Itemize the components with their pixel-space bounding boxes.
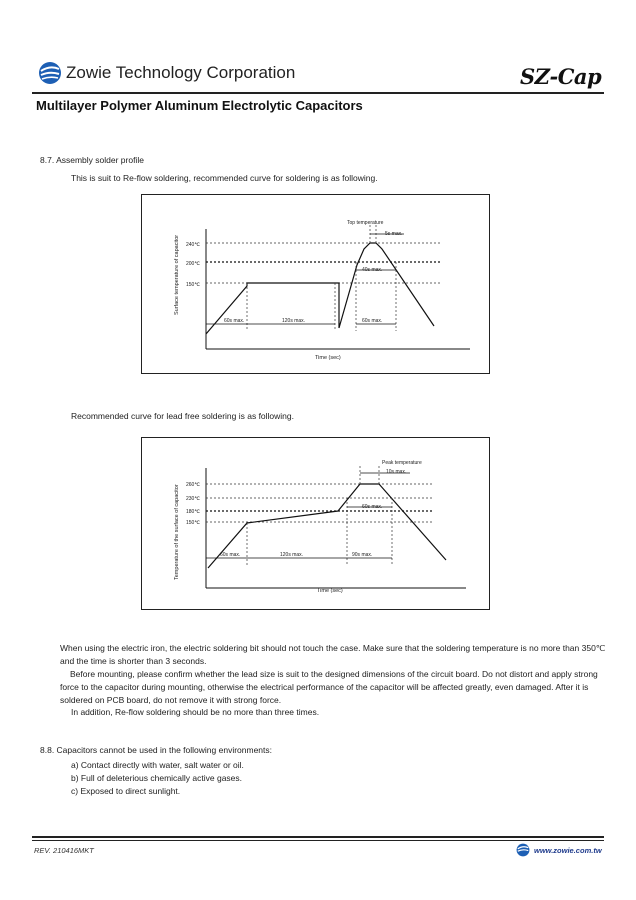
dim-label-preheat: 120s max. xyxy=(282,318,306,324)
dim-label-ramp: 60s max. xyxy=(220,552,241,558)
peak-label: Top temperature xyxy=(347,220,384,226)
lead-free-intro: Recommended curve for lead free soldering is as following. xyxy=(71,411,295,421)
x-axis-label: Time (sec) xyxy=(315,355,341,361)
header-rule xyxy=(32,92,604,94)
lead-free-profile-chart xyxy=(141,437,490,610)
reflow-profile-svg xyxy=(142,195,489,373)
tick-240: 240℃ xyxy=(186,242,200,248)
note-soldering-iron: When using the electric iron, the electric soldering bit should not touch the case. Make sure that the soldering temperature is no more than 350℃ and the time is shorter than 3 seconds. xyxy=(60,643,606,666)
y-axis-label: Surface temperature of capacitor xyxy=(174,234,180,315)
tick-200: 200℃ xyxy=(186,261,200,267)
lead-free-profile-svg xyxy=(142,438,489,609)
company-name: Zowie Technology Corporation xyxy=(66,63,296,82)
x-axis-label: Time (sec) xyxy=(317,588,343,594)
dim-label-preheat: 120s max. xyxy=(280,552,304,558)
dim-label-above-230: 60s max. xyxy=(362,504,383,510)
temperature-profile xyxy=(208,484,446,568)
y-axis-label: Temperature of the surface of capacitor xyxy=(174,484,180,580)
tick-260: 260℃ xyxy=(186,482,200,488)
footer-logo-icon xyxy=(516,843,530,857)
dim-label-reflow: 60s max. xyxy=(362,318,383,324)
dim-label-above-200: 40s max. xyxy=(362,267,383,273)
note-mounting: Before mounting, please confirm whether the lead size is suit to the designed dimensions of the circuit board. Do not distort and apply strong force to the capacitor during mounting, otherwise the electrical performance of the capacitor will be affected greatly, even damaged. After it is soldered on PCB board, do not remove it with strong force. xyxy=(60,669,598,705)
revision-label: REV. 210416MKT xyxy=(34,846,94,855)
section-heading-8-8: 8.8. Capacitors cannot be used in the following environments: xyxy=(40,745,272,755)
dim-label-ramp: 60s max. xyxy=(224,318,245,324)
note-reflow-times: In addition, Re-flow soldering should be no more than three times. xyxy=(71,707,320,717)
list-item: b) Full of deleterious chemically active gases. xyxy=(71,773,243,783)
zowie-logo-icon xyxy=(38,61,62,85)
reflow-intro: This is suit to Re-flow soldering, recommended curve for soldering is as following. xyxy=(71,173,378,183)
tick-230: 230℃ xyxy=(186,496,200,502)
document-title: Multilayer Polymer Aluminum Electrolytic Capacitors xyxy=(36,98,363,113)
footer-rule xyxy=(32,836,604,838)
peak-label: Peak temperature xyxy=(382,460,422,466)
tick-150: 150℃ xyxy=(186,520,200,526)
footer-rule-thin xyxy=(32,840,604,841)
tick-150: 150℃ xyxy=(186,282,200,288)
dim-label-peak: 10s max. xyxy=(386,469,407,475)
website-link[interactable]: www.zowie.com.tw xyxy=(534,846,602,855)
brand-logo: SZ-Cap xyxy=(520,64,602,89)
dim-label-reflow: 90s max. xyxy=(352,552,373,558)
section-heading-8-7: 8.7. Assembly solder profile xyxy=(40,155,144,165)
tick-180: 180℃ xyxy=(186,509,200,515)
list-item: a) Contact directly with water, salt water or oil. xyxy=(71,760,244,770)
list-item: c) Exposed to direct sunlight. xyxy=(71,786,181,796)
reflow-profile-chart xyxy=(141,194,490,374)
dim-label-peak: 5s max. xyxy=(385,231,403,237)
